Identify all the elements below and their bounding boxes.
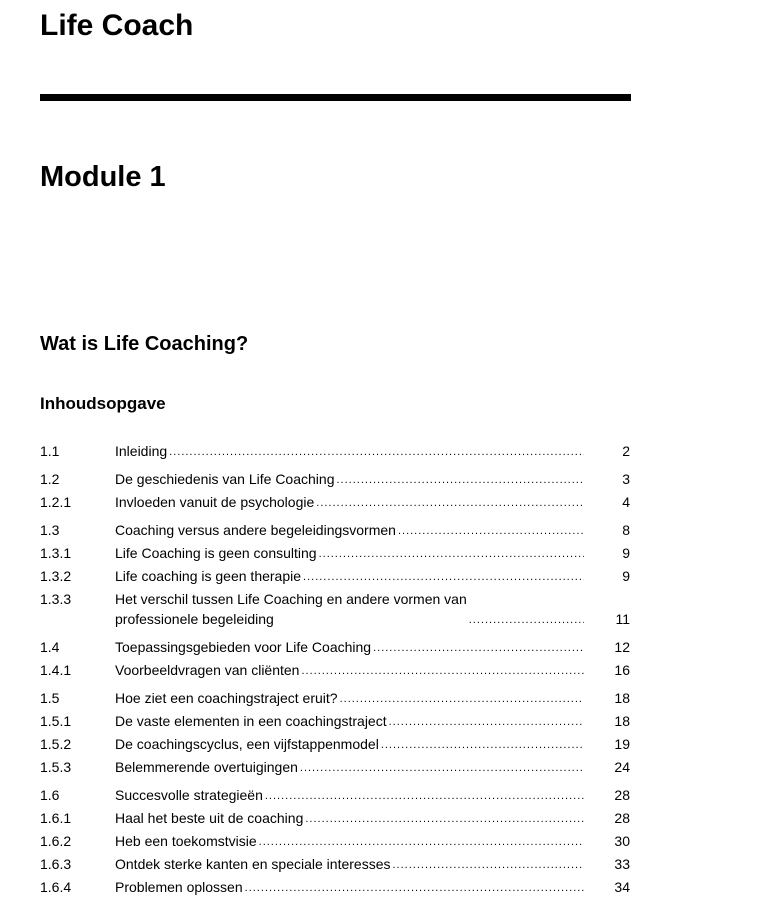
toc-entry-number: 1.6.1 xyxy=(40,810,72,826)
toc-leader-dots xyxy=(334,471,584,489)
toc-entry-number: 1.3.1 xyxy=(40,545,72,561)
toc-leader-dots xyxy=(387,713,584,731)
toc-entry-title: Coaching versus andere begeleidingsvormen xyxy=(115,522,396,538)
toc-leader-dots xyxy=(298,759,584,777)
toc-leader-dots xyxy=(314,494,584,512)
toc-entry-number: 1.3 xyxy=(40,522,60,538)
toc-entry-page: 34 xyxy=(614,879,630,895)
toc-entry xyxy=(40,734,630,754)
toc-entry-title: Succesvolle strategieën xyxy=(115,787,263,803)
toc-entry-number: 1.5.2 xyxy=(40,736,72,752)
toc-entry-number: 1.4 xyxy=(40,639,60,655)
toc-entry-page: 8 xyxy=(622,522,630,538)
toc-entry xyxy=(40,566,630,586)
chapter-title: Wat is Life Coaching? xyxy=(40,333,249,355)
toc-leader-dots xyxy=(263,787,584,805)
title-divider xyxy=(40,94,631,101)
toc-entry-title: Inleiding xyxy=(115,443,168,459)
toc-leader-dots xyxy=(391,856,585,874)
toc-entry-page: 3 xyxy=(622,471,630,487)
toc-entry xyxy=(40,808,630,828)
toc-entry-title: De vaste elementen in een coachingstraject xyxy=(115,713,387,729)
toc-entry-number: 1.3.3 xyxy=(40,591,72,607)
toc-entry-number: 1.2.1 xyxy=(40,494,72,510)
toc-entry-number: 1.2 xyxy=(40,471,60,487)
toc-leader-dots xyxy=(317,545,584,563)
toc-leader-dots xyxy=(257,833,584,851)
toc-entry-title: Toepassingsgebieden voor Life Coaching xyxy=(115,639,372,655)
toc-entry-page: 2 xyxy=(622,443,630,459)
toc-entry xyxy=(40,877,630,897)
toc-leader-dots xyxy=(303,810,584,828)
toc-entry-number: 1.6.2 xyxy=(40,833,72,849)
toc-leader-dots xyxy=(467,611,584,629)
toc-entry-title: De geschiedenis van Life Coaching xyxy=(115,471,335,487)
toc-entry-number: 1.5 xyxy=(40,690,60,706)
toc-entry-title: Hoe ziet een coachingstraject eruit? xyxy=(115,690,338,706)
toc-entry xyxy=(40,757,630,777)
toc-entry-page: 9 xyxy=(622,545,630,561)
toc-leader-dots xyxy=(379,736,584,754)
toc-entry-number: 1.1 xyxy=(40,443,60,459)
toc-entry-page: 30 xyxy=(614,833,630,849)
toc-entry xyxy=(40,589,630,629)
toc-entry xyxy=(40,688,630,708)
toc-leader-dots xyxy=(299,662,584,680)
toc-entry-title: Voorbeeldvragen van cliënten xyxy=(115,662,300,678)
toc-entry-title: Ontdek sterke kanten en speciale interesses xyxy=(115,856,391,872)
toc-entry xyxy=(40,711,630,731)
toc-entry xyxy=(40,854,630,874)
toc-leader-dots xyxy=(167,443,584,461)
toc-entry xyxy=(40,441,630,461)
toc-entry-title: Problemen oplossen xyxy=(115,879,243,895)
document-title: Life Coach xyxy=(40,9,194,42)
toc-entry xyxy=(40,543,630,563)
toc-entry-page: 9 xyxy=(622,568,630,584)
toc-heading: Inhoudsopgave xyxy=(40,394,166,413)
toc-entry-title: De coachingscyclus, een vijfstappenmodel xyxy=(115,736,379,752)
toc-leader-dots xyxy=(371,639,584,657)
table-of-contents xyxy=(40,441,630,897)
toc-entry xyxy=(40,637,630,657)
toc-entry-page: 18 xyxy=(614,713,630,729)
toc-entry-title-continued: professionele begeleiding xyxy=(115,611,274,627)
toc-entry xyxy=(40,831,630,851)
toc-leader-dots xyxy=(243,879,584,897)
toc-entry-page: 18 xyxy=(614,690,630,706)
toc-entry-page: 11 xyxy=(615,611,630,627)
toc-entry-title: Life coaching is geen therapie xyxy=(115,568,302,584)
toc-entry xyxy=(40,660,630,680)
toc-entry-title: Heb een toekomstvisie xyxy=(115,833,257,849)
toc-entry-number: 1.3.2 xyxy=(40,568,72,584)
module-title: Module 1 xyxy=(40,161,166,193)
toc-leader-dots xyxy=(396,522,584,540)
toc-entry xyxy=(40,469,630,489)
toc-entry-page: 24 xyxy=(614,759,630,775)
toc-entry-number: 1.6 xyxy=(40,787,60,803)
toc-entry-title: Life Coaching is geen consulting xyxy=(115,545,317,561)
toc-entry xyxy=(40,520,630,540)
toc-entry xyxy=(40,785,630,805)
toc-entry xyxy=(40,492,630,512)
toc-leader-dots xyxy=(338,690,584,708)
toc-entry-page: 12 xyxy=(614,639,630,655)
toc-entry-title: Haal het beste uit de coaching xyxy=(115,810,304,826)
toc-entry-title: Invloeden vanuit de psychologie xyxy=(115,494,315,510)
toc-entry-page: 28 xyxy=(614,810,630,826)
toc-entry-page: 4 xyxy=(622,494,630,510)
toc-entry-number: 1.5.1 xyxy=(40,713,72,729)
toc-entry-page: 19 xyxy=(614,736,630,752)
toc-entry-title: Het verschil tussen Life Coaching en andere vormen van xyxy=(115,591,467,607)
toc-leader-dots xyxy=(301,568,584,586)
toc-entry-page: 28 xyxy=(614,787,630,803)
toc-entry-number: 1.6.3 xyxy=(40,856,72,872)
toc-entry-title: Belemmerende overtuigingen xyxy=(115,759,298,775)
toc-entry-page: 33 xyxy=(614,856,630,872)
toc-entry-number: 1.4.1 xyxy=(40,662,72,678)
toc-entry-page: 16 xyxy=(614,662,630,678)
toc-entry-number: 1.5.3 xyxy=(40,759,72,775)
toc-entry-number: 1.6.4 xyxy=(40,879,72,895)
